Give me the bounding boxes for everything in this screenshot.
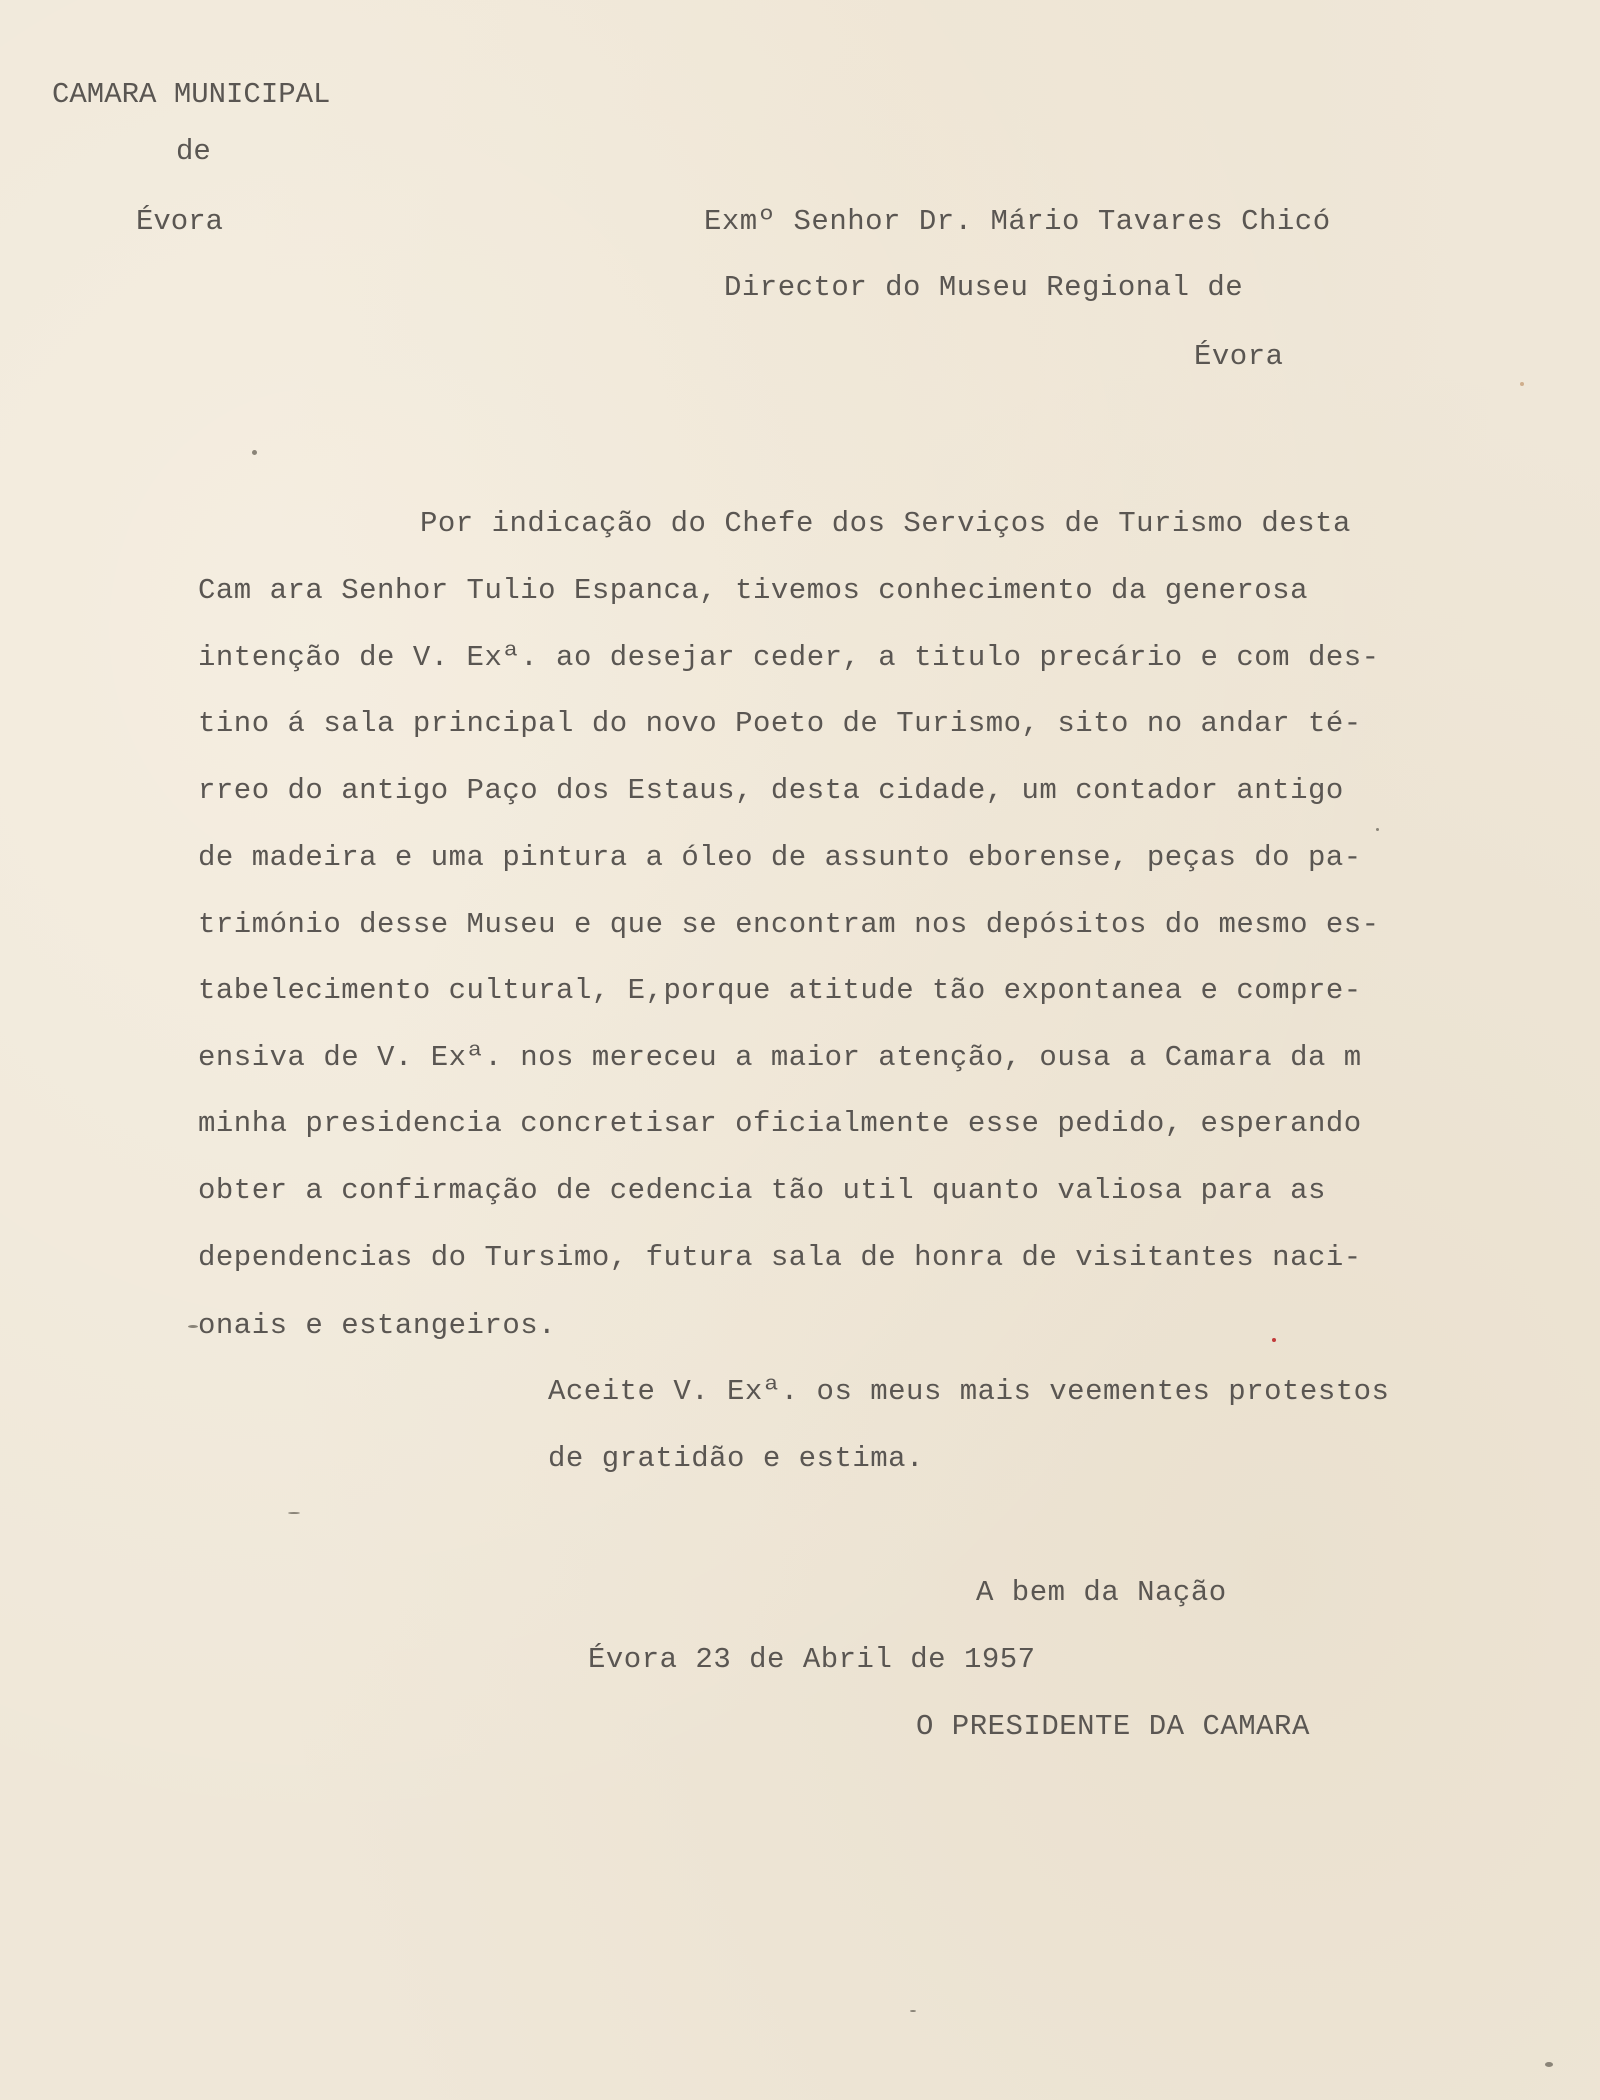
body-line: trimónio desse Museu e que se encontram nos depósitos do mesmo es- xyxy=(198,908,1380,941)
body-line: Por indicação do Chefe dos Serviços de Turismo desta xyxy=(420,507,1351,540)
paper-speck xyxy=(288,1512,300,1514)
closing-line: Aceite V. Exª. os meus mais veementes protestos xyxy=(548,1375,1390,1408)
sender-preposition: de xyxy=(176,135,211,168)
paper-speck xyxy=(1376,828,1379,831)
body-line: tino á sala principal do novo Poeto de Turismo, sito no andar té- xyxy=(198,707,1362,740)
body-line: obter a confirmação de cedencia tão util quanto valiosa para as xyxy=(198,1174,1326,1207)
body-line: de madeira e uma pintura a óleo de assunto eborense, peças do pa- xyxy=(198,841,1362,874)
paper-speck xyxy=(910,2010,916,2012)
body-line: rreo do antigo Paço dos Estaus, desta cidade, um contador antigo xyxy=(198,774,1344,807)
signatory-title: O PRESIDENTE DA CAMARA xyxy=(916,1710,1310,1743)
paper-speck xyxy=(1520,382,1524,386)
paper-speck xyxy=(188,1325,198,1328)
recipient-name: Exmº Senhor Dr. Mário Tavares Chicó xyxy=(704,205,1331,238)
body-line: onais e estangeiros. xyxy=(198,1309,557,1342)
body-line: ensiva de V. Exª. nos mereceu a maior atenção, ousa a Camara da m xyxy=(198,1041,1362,1074)
paper-speck xyxy=(252,450,257,455)
body-line: dependencias do Tursimo, futura sala de honra de visitantes naci- xyxy=(198,1241,1362,1274)
paper-speck xyxy=(1545,2062,1553,2067)
salutation: A bem da Nação xyxy=(976,1576,1227,1609)
sender-name: CAMARA MUNICIPAL xyxy=(52,78,331,111)
place-date: Évora 23 de Abril de 1957 xyxy=(588,1643,1036,1676)
paper-speck xyxy=(1272,1338,1276,1342)
recipient-city: Évora xyxy=(1194,340,1284,373)
closing-line: de gratidão e estima. xyxy=(548,1442,924,1475)
body-line: intenção de V. Exª. ao desejar ceder, a titulo precário e com des- xyxy=(198,641,1380,674)
sender-city: Évora xyxy=(136,205,224,238)
body-line: tabelecimento cultural, E,porque atitude tão expontanea e compre- xyxy=(198,974,1362,1007)
body-line: Cam ara Senhor Tulio Espanca, tivemos conhecimento da generosa xyxy=(198,574,1308,607)
body-line: minha presidencia concretisar oficialmente esse pedido, esperando xyxy=(198,1107,1362,1140)
recipient-title: Director do Museu Regional de xyxy=(724,271,1244,304)
